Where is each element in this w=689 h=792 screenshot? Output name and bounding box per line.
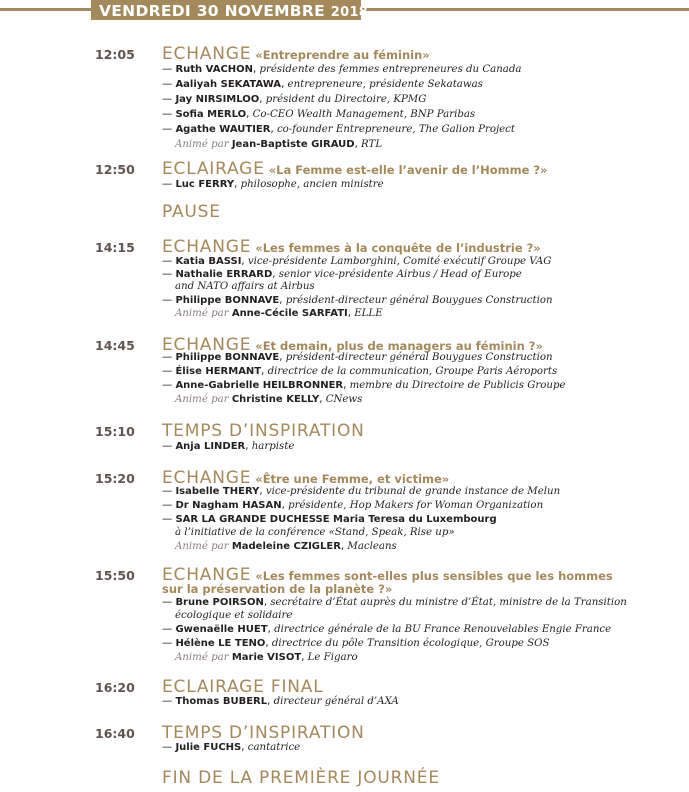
session-heading (162, 44, 430, 64)
speaker-line: — Julie FUCHS, cantatrice (162, 742, 301, 753)
moderator-line: Animé par Jean-Baptiste GIRAUD, RTL (175, 139, 383, 150)
speaker-role: entrepreneure, présidente Sekatawas (287, 79, 483, 90)
session-heading (162, 468, 449, 488)
moderator-line: Animé par Madeleine CZIGLER, Macleans (175, 541, 397, 552)
speaker-role: co-founder Entrepreneure, The Galion Project (276, 124, 515, 135)
speaker-line: — Anne-Gabrielle HEILBRONNER, membre du Directoire de Publicis Groupe (162, 380, 566, 391)
session-kind: ECHANGE (162, 565, 252, 585)
session-topic: «Entreprendre au féminin» (255, 48, 430, 62)
session-topic: «Être une Femme, et victime» (255, 472, 450, 486)
moderator-name: Marie VISOT (231, 652, 302, 663)
speaker-role-continued: à l’initiative de la conférence «Stand, Speak, Rise up» (175, 527, 455, 538)
speaker-line: — Hélène LE TENO, directrice du pôle Transition écologique, Groupe SOS (162, 638, 550, 649)
speaker-role: vice-présidente Lamborghini, Comité exécutif Groupe VAG (247, 256, 552, 267)
speaker-name: Philippe BONNAVE (175, 295, 280, 306)
session-topic: «Et demain, plus de managers au féminin ?» (255, 339, 543, 353)
moderator-line: Animé par Anne-Cécile SARFATI, ELLE (175, 308, 383, 319)
speaker-name: Sofia MERLO (175, 109, 247, 120)
date-header (0, 0, 689, 20)
speaker-line: — Katia BASSI, vice-présidente Lamborghini, Comité exécutif Groupe VAG (162, 256, 552, 267)
speaker-name: Agathe WAUTIER (175, 124, 271, 135)
speaker-role: harpiste (251, 441, 295, 452)
speaker-line: — Philippe BONNAVE, président-directeur général Bouygues Construction (162, 352, 553, 363)
speaker-name: Katia BASSI (175, 256, 242, 267)
session-time: 15:50 (95, 568, 135, 583)
speaker-role: directrice du pôle Transition écologique, Groupe SOS (271, 638, 550, 649)
speaker-role: directeur général d’AXA (273, 696, 399, 707)
speaker-role: membre du Directoire de Publicis Groupe (349, 380, 566, 391)
speaker-line: — Brune POIRSON, secrétaire d’État auprès du ministre d’État, ministre de la Transition (162, 597, 627, 608)
moderator-role: Le Figaro (307, 652, 358, 663)
session-kind: TEMPS D’INSPIRATION (162, 723, 365, 743)
speaker-line: — Dr Nagham HASAN, présidente, Hop Makers for Woman Organization (162, 500, 544, 511)
session-heading (162, 421, 365, 441)
speaker-name: Anne-Gabrielle HEILBRONNER (175, 380, 344, 391)
speaker-role: directrice de la communication, Groupe Paris Aéroports (267, 366, 558, 377)
moderator-name: Anne-Cécile SARFATI (231, 308, 348, 319)
speaker-name: Ruth VACHON (175, 64, 254, 75)
speaker-role: président-directeur général Bouygues Construction (285, 295, 553, 306)
speaker-line: — Philippe BONNAVE, président-directeur général Bouygues Construction (162, 295, 553, 306)
header-day: VENDREDI (99, 2, 191, 20)
speaker-line: — Luc FERRY, philosophe, ancien ministre (162, 179, 384, 190)
moderator-role: ELLE (354, 308, 383, 319)
speaker-name: Anja LINDER (175, 441, 246, 452)
speaker-name: SAR LA GRANDE DUCHESSE Maria Teresa du Luxembourg (175, 514, 497, 525)
speaker-role-continued: écologique et solidaire (175, 610, 293, 621)
session-time: 14:15 (95, 240, 135, 255)
speaker-name: Gwenaëlle HUET (175, 624, 268, 635)
session-heading (162, 237, 541, 257)
session-time: 12:05 (95, 47, 135, 62)
session-kind: ECHANGE (162, 44, 252, 64)
session-topic: «La Femme est-elle l’avenir de l’Homme ?» (268, 163, 548, 177)
speaker-line: — Nathalie ERRARD, senior vice-présidente Airbus / Head of Europe (162, 269, 522, 280)
speaker-line: — Élise HERMANT, directrice de la communication, Groupe Paris Aéroports (162, 366, 558, 377)
header-month: NOVEMBRE (224, 2, 326, 20)
speaker-role: président-directeur général Bouygues Construction (285, 352, 553, 363)
moderator-line: Animé par Christine KELLY, CNews (175, 394, 363, 405)
moderator-line: Animé par Marie VISOT, Le Figaro (175, 652, 358, 663)
speaker-line: — Agathe WAUTIER, co-founder Entrepreneure, The Galion Project (162, 124, 515, 135)
session-kind: ECHANGE (162, 237, 252, 257)
speaker-line: — Ruth VACHON, présidente des femmes entrepreneures du Canada (162, 64, 522, 75)
speaker-line: — Anja LINDER, harpiste (162, 441, 295, 452)
session-kind: ECHANGE (162, 335, 252, 355)
moderator-role: Macleans (347, 541, 397, 552)
speaker-role: philosophe, ancien ministre (240, 179, 384, 190)
session-heading (162, 677, 324, 697)
session-time: 12:50 (95, 162, 135, 177)
moderator-role: RTL (361, 139, 383, 150)
session-time: 15:20 (95, 471, 135, 486)
session-time: 14:45 (95, 338, 135, 353)
speaker-role: vice-présidente du tribunal de grande instance de Melun (265, 486, 561, 497)
session-kind: FIN DE LA PREMIÈRE JOURNÉE (162, 768, 440, 788)
session-time: 16:20 (95, 680, 135, 695)
header-date (99, 2, 368, 20)
speaker-line: — Thomas BUBERL, directeur général d’AXA (162, 696, 399, 707)
speaker-line: — SAR LA GRANDE DUCHESSE Maria Teresa du Luxembourg (162, 514, 497, 525)
speaker-role: directrice générale de la BU France Renouvelables Engie France (274, 624, 612, 635)
speaker-line: — Gwenaëlle HUET, directrice générale de la BU France Renouvelables Engie France (162, 624, 612, 635)
session-kind: ECHANGE (162, 468, 252, 488)
speaker-name: Aaliyah SEKATAWA (175, 79, 282, 90)
speaker-line: — Isabelle THERY, vice-présidente du tribunal de grande instance de Melun (162, 486, 561, 497)
session-time: 15:10 (95, 424, 135, 439)
speaker-name: Élise HERMANT (175, 366, 262, 377)
moderator-name: Christine KELLY (231, 394, 320, 405)
speaker-name: Philippe BONNAVE (175, 352, 280, 363)
speaker-name: Thomas BUBERL (175, 696, 268, 707)
speaker-name: Hélène LE TENO (175, 638, 266, 649)
moderator-name: Madeleine CZIGLER (231, 541, 341, 552)
speaker-role: présidente des femmes entrepreneures du Canada (259, 64, 522, 75)
speaker-line: — Jay NIRSIMLOO, président du Directoire, KPMG (162, 94, 427, 105)
session-time: 16:40 (95, 726, 135, 741)
speaker-role-continued: and NATO affairs at Airbus (175, 281, 315, 292)
session-kind: PAUSE (162, 202, 221, 222)
session-heading (162, 768, 440, 788)
session-topic-continued: sur la préservation de la planète ?» (162, 582, 393, 596)
header-date-num: 30 (196, 2, 219, 20)
session-topic: «Les femmes sont-elles plus sensibles que les hommes (255, 569, 613, 583)
session-topic: «Les femmes à la conquête de l’industrie ?» (255, 241, 541, 255)
session-kind: ECLAIRAGE (162, 159, 265, 179)
speaker-name: Isabelle THERY (175, 486, 260, 497)
speaker-name: Dr Nagham HASAN (175, 500, 282, 511)
speaker-name: Nathalie ERRARD (175, 269, 273, 280)
speaker-role: secrétaire d’État auprès du ministre d’État, ministre de la Transition (270, 597, 627, 608)
speaker-role: Co-CEO Wealth Management, BNP Paribas (252, 109, 476, 120)
header-year: 2018 (330, 5, 369, 20)
speaker-role: président du Directoire, KPMG (265, 94, 427, 105)
session-kind: ECLAIRAGE FINAL (162, 677, 324, 697)
moderator-name: Jean-Baptiste GIRAUD (231, 139, 355, 150)
session-heading (162, 723, 365, 743)
session-kind: TEMPS D’INSPIRATION (162, 421, 365, 441)
session-heading (162, 202, 221, 222)
speaker-role: cantatrice (247, 742, 301, 753)
moderator-role: CNews (325, 394, 363, 405)
speaker-name: Jay NIRSIMLOO (175, 94, 260, 105)
speaker-name: Brune POIRSON (175, 597, 264, 608)
speaker-line: — Sofia MERLO, Co-CEO Wealth Management, BNP Paribas (162, 109, 476, 120)
speaker-line: — Aaliyah SEKATAWA, entrepreneure, présidente Sekatawas (162, 79, 483, 90)
speaker-role: senior vice-présidente Airbus / Head of Europe (278, 269, 522, 280)
speaker-name: Luc FERRY (175, 179, 235, 190)
session-heading (162, 159, 547, 179)
speaker-role: présidente, Hop Makers for Woman Organization (288, 500, 544, 511)
speaker-name: Julie FUCHS (175, 742, 242, 753)
